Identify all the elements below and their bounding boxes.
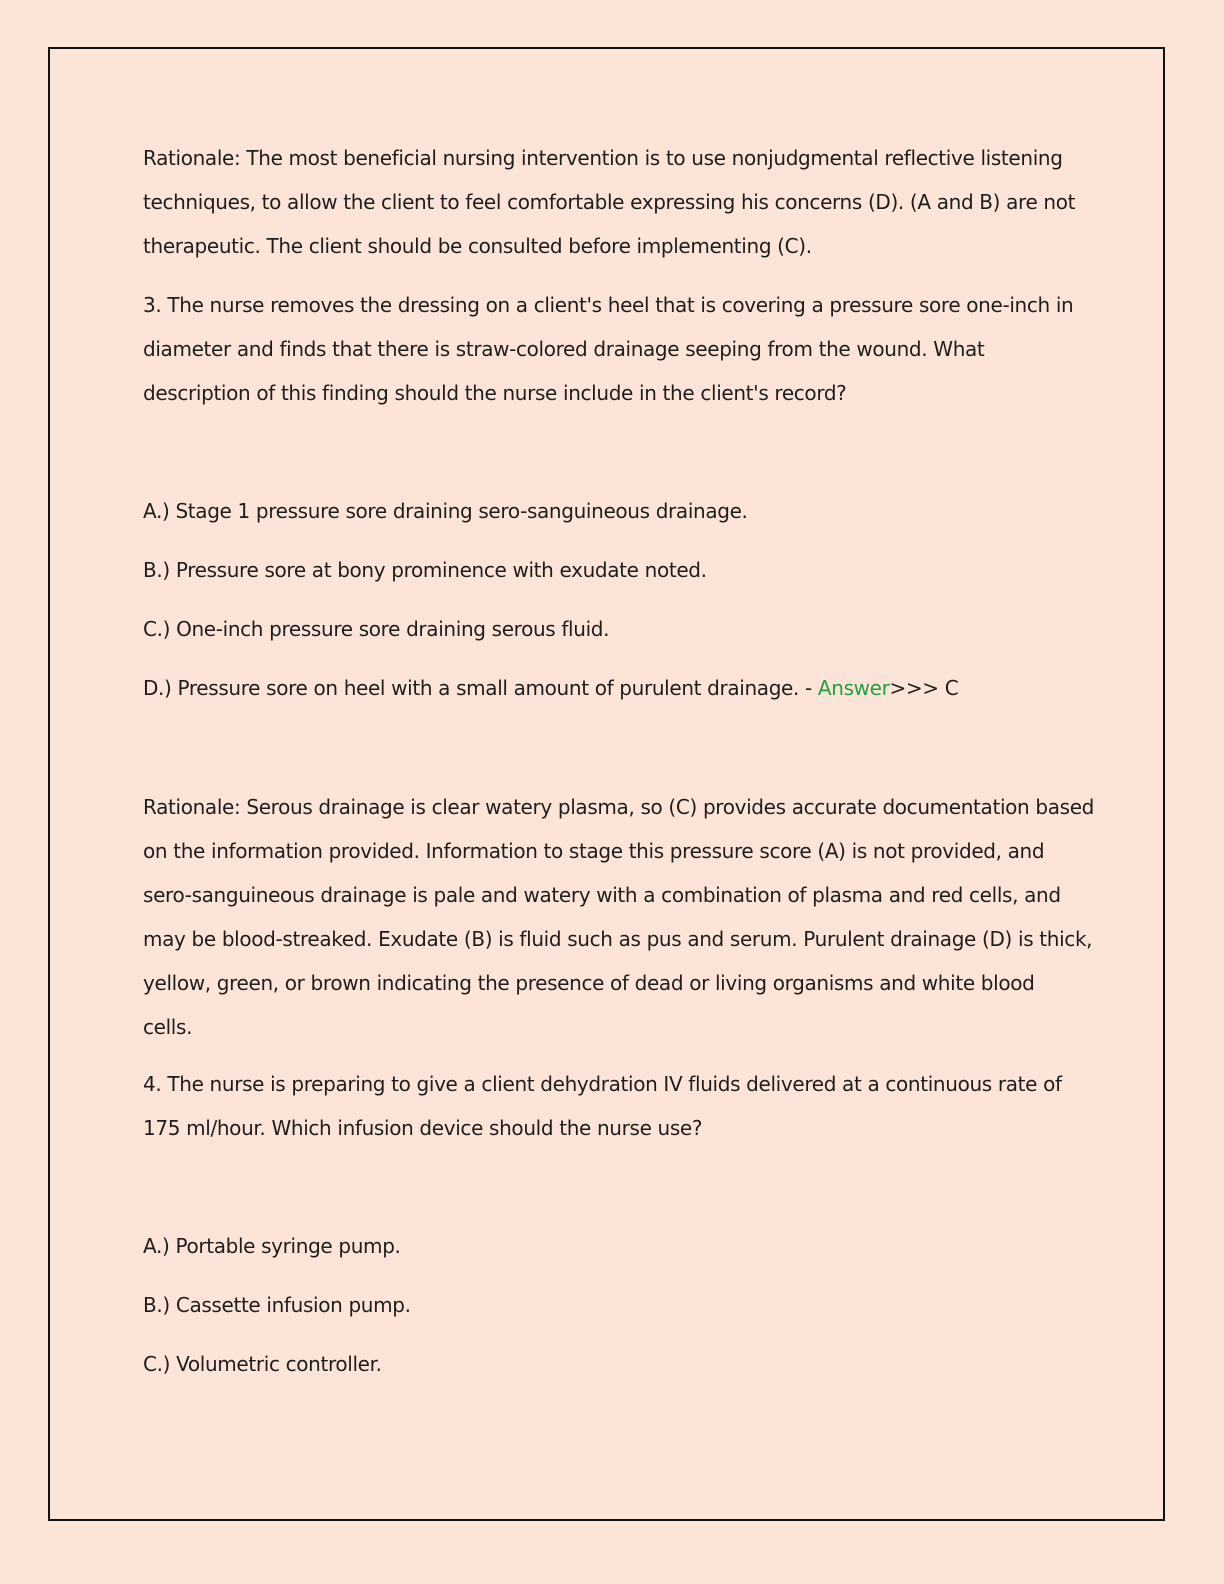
text-line: 175 ml/hour. Which infusion device should the nurse use? [143, 1116, 703, 1140]
answer-value: >>> C [889, 676, 959, 700]
text-line: 4. The nurse is preparing to give a client dehydration IV fluids delivered at a continuous rate of [143, 1072, 1062, 1096]
text-line: diameter and finds that there is straw-colored drainage seeping from the wound. What [143, 337, 985, 361]
text-line: may be blood-streaked. Exudate (B) is fluid such as pus and serum. Purulent drainage (D) is thick, [143, 927, 1093, 951]
rationale-q3 [143, 785, 1094, 1049]
question-3-option-b: B.) Pressure sore at bony prominence with exudate noted. [143, 558, 707, 582]
question-4-stem [143, 1062, 1083, 1150]
text-line: techniques, to allow the client to feel comfortable expressing his concerns (D). (A and B) are not [143, 190, 1076, 214]
text-line: yellow, green, or brown indicating the presence of dead or living organisms and white blood [143, 971, 1035, 995]
text-line: description of this finding should the nurse include in the client's record? [143, 381, 847, 405]
question-3-stem [143, 283, 1083, 415]
answer-label: Answer [817, 676, 890, 700]
text-line: Rationale: The most beneficial nursing intervention is to use nonjudgmental reflective listening [143, 146, 1063, 170]
question-3-option-c: C.) One-inch pressure sore draining serous fluid. [143, 617, 610, 641]
option-d-text: D.) Pressure sore on heel with a small amount of purulent drainage. - [143, 676, 818, 700]
text-line: 3. The nurse removes the dressing on a client's heel that is covering a pressure sore one-inch in [143, 293, 1074, 317]
text-line: cells. [143, 1015, 193, 1039]
question-4-option-c: C.) Volumetric controller. [143, 1352, 382, 1376]
text-line: Rationale: Serous drainage is clear watery plasma, so (C) provides accurate documentation based [143, 795, 1094, 819]
rationale-q2 [143, 136, 1083, 268]
question-4-option-b: B.) Cassette infusion pump. [143, 1293, 411, 1317]
question-3-option-a: A.) Stage 1 pressure sore draining sero-sanguineous drainage. [143, 499, 748, 523]
text-line: sero-sanguineous drainage is pale and watery with a combination of plasma and red cells, and [143, 883, 1061, 907]
question-3-option-d [143, 666, 1083, 710]
question-4-option-a: A.) Portable syringe pump. [143, 1234, 401, 1258]
text-line: therapeutic. The client should be consulted before implementing (C). [143, 234, 812, 258]
text-line: on the information provided. Information to stage this pressure score (A) is not provided, and [143, 839, 1045, 863]
